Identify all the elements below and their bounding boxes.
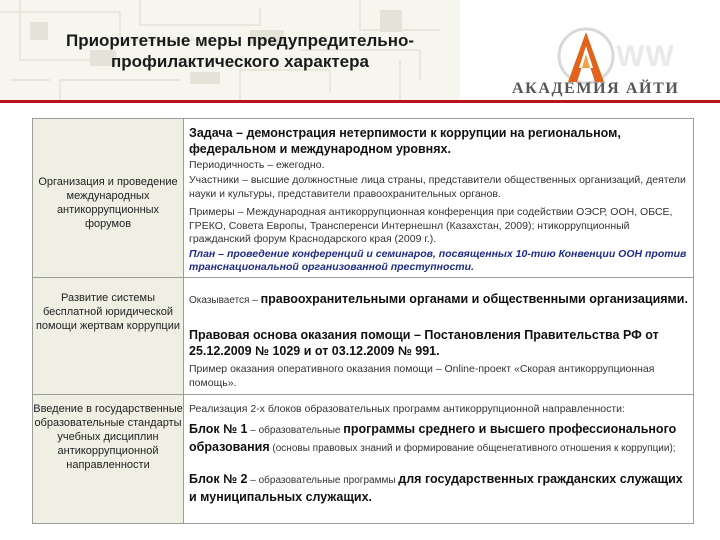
row-label-legal-aid: Развитие системы бесплатной юридической помощи жертвам коррупции <box>35 292 181 332</box>
block1-mid: – образовательные <box>247 425 344 436</box>
task-text: Задача – демонстрация нетерпимости к коррупции на региональном, федеральном и международном уровнях. <box>189 126 621 156</box>
periodicity-text: Периодичность – ежегодно. <box>189 159 325 171</box>
block1-title: Блок № 1 <box>189 422 248 436</box>
block1-tail: (основы правовых знаний и формирование общенегативного отношения к коррупции); <box>269 443 676 454</box>
aid-example-text: Пример оказания оперативного оказания помощи – Online-проект «Скорая антикоррупционная помощь». <box>189 363 655 389</box>
education-intro-text: Реализация 2-х блоков образовательных программ антикоррупционной направленности: <box>189 403 625 415</box>
examples-text: Примеры – Международная антикоррупционная конференция при содействии ОЭСР, ООН, ОБСЕ, ГРЕКО, Совета Европы, Трансперенси Интернешнл (Казахстан, 2009); нтикоррупционный гражданский форум Краснодарского края (2009 г.). <box>189 206 673 245</box>
row-divider <box>33 394 693 395</box>
provided-prefix: Оказывается – <box>189 295 261 306</box>
block2-text <box>189 471 689 505</box>
legal-basis-text: Правовая основа оказания помощи – Постановления Правительства РФ от 25.12.2009 № 1029 и от 03.12.2009 № 991. <box>189 328 659 358</box>
provided-by-text <box>189 291 689 309</box>
measures-table <box>32 118 694 524</box>
row-label-education: Введение в государственные образовательные стандарты учебных дисциплин антикоррупционной направленности <box>33 403 183 471</box>
plan-text: План – проведение конференций и семинаров, посвященных 10-тию Конвенции ООН против транснациональной организованной преступности. <box>189 248 687 273</box>
row-divider <box>33 277 693 278</box>
participants-text: Участники – высшие должностные лица страны, представители общественных организаций, деятели науки и культуры, представители правоохранительных органов. <box>189 174 686 200</box>
logo-watermark: WW <box>616 40 675 73</box>
header <box>0 0 720 100</box>
block1-bold: программы среднего и высшего профессионального образования <box>189 422 677 454</box>
brand-name: АКАДЕМИЯ АЙТИ <box>512 80 680 97</box>
page-title: Приоритетные меры предупредительно-профилактического характера <box>65 31 415 71</box>
row-label-forums: Организация и проведение международных антикоррупционных форумов <box>38 176 178 230</box>
block2-bold: для государственных гражданских служащих и муниципальных служащих. <box>189 472 683 504</box>
header-divider <box>0 100 720 103</box>
provided-bold: правоохранительными органами и общественными организациями. <box>260 292 688 306</box>
block2-mid: – образовательные программы <box>247 475 399 486</box>
academy-logo-icon <box>556 24 616 88</box>
block1-text <box>189 421 689 457</box>
block2-title: Блок № 2 <box>189 472 248 486</box>
